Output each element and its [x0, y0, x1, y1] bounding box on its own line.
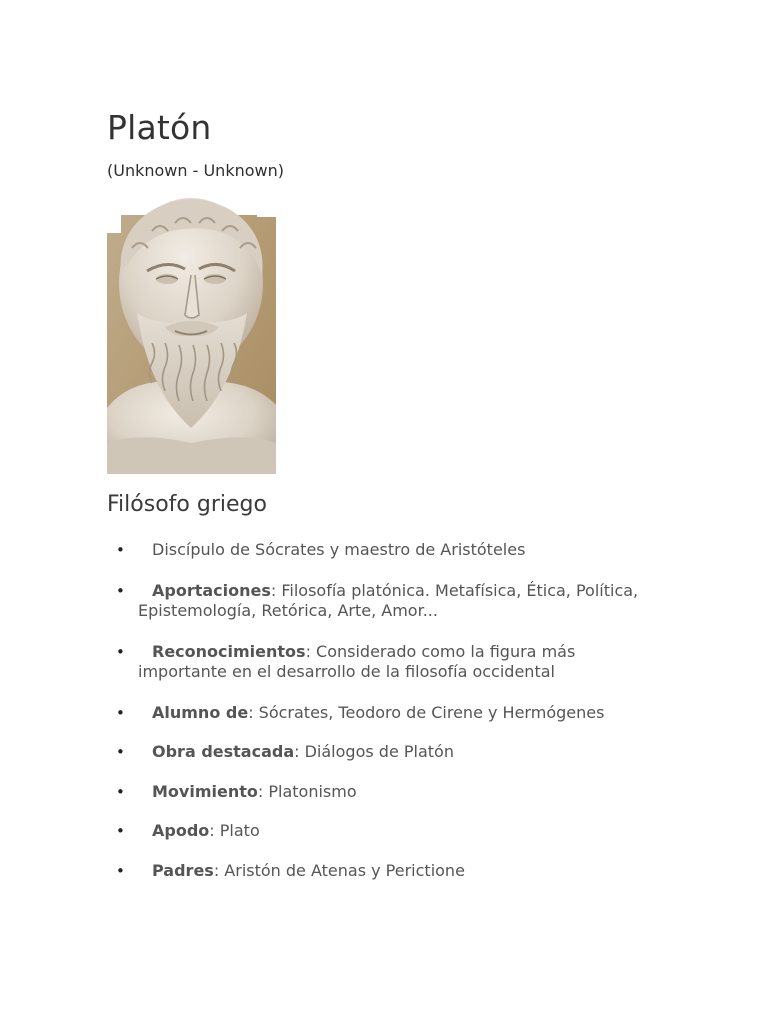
fact-label: Reconocimientos [152, 641, 306, 661]
life-dates: (Unknown - Unknown) [107, 161, 284, 180]
bullet-icon: • [116, 782, 125, 801]
fact-text: Aristón de Atenas y Perictione [224, 860, 465, 880]
fact-text: Sócrates, Teodoro de Cirene y Hermógenes [258, 702, 605, 722]
list-item [107, 540, 667, 561]
fact-text: Plato [219, 821, 260, 840]
list-item: • Movimiento: Platonismo [116, 781, 357, 801]
fact-label: Apodo [152, 821, 210, 840]
list-item: • Obra destacada: Diálogos de Platón [116, 742, 454, 761]
bullet-icon: • [116, 642, 125, 661]
bullet-icon: • [116, 743, 125, 761]
fact-label: Obra destacada [152, 742, 295, 761]
fact-text: Filosofía platónica. Metafísica, Ética, Política, Epistemología, Retórica, Arte, Amor... [138, 580, 639, 620]
fact-label: Aportaciones [152, 580, 271, 600]
fact-text: Diálogos de Platón [304, 742, 454, 761]
fact-text: Discípulo de Sócrates y maestro de Aristóteles [152, 540, 526, 559]
bullet-icon: • [116, 703, 125, 722]
list-item: • Alumno de: Sócrates, Teodoro de Cirene y Hermógenes [116, 702, 605, 722]
bullet-icon: • [116, 861, 125, 880]
list-item: • Padres: Aristón de Atenas y Perictione [116, 860, 465, 880]
portrait-image [107, 193, 276, 474]
fact-label: Alumno de [152, 702, 249, 722]
platon-bust-icon [107, 193, 276, 474]
list-item: • Apodo: Plato [116, 821, 260, 840]
fact-label: Movimiento [152, 781, 258, 801]
section-subtitle: Filósofo griego [107, 492, 267, 517]
bullet-icon: • [116, 541, 125, 559]
fact-label: Padres [152, 860, 214, 880]
fact-text: Considerado como la figura más importante en el desarrollo de la filosofía occidental [138, 641, 576, 681]
fact-text: Platonismo [268, 781, 357, 801]
bullet-icon: • [116, 581, 125, 600]
list-item: • Reconocimientos: Considerado como la figura más importante en el desarrollo de la filosofía occidental [116, 641, 576, 681]
list-item: • Aportaciones: Filosofía platónica. Metafísica, Ética, Política, Epistemología, Retórica, Arte, Amor... [116, 580, 639, 620]
page-title: Platón [107, 108, 212, 147]
facts-list [107, 540, 667, 881]
bullet-icon: • [116, 822, 125, 840]
